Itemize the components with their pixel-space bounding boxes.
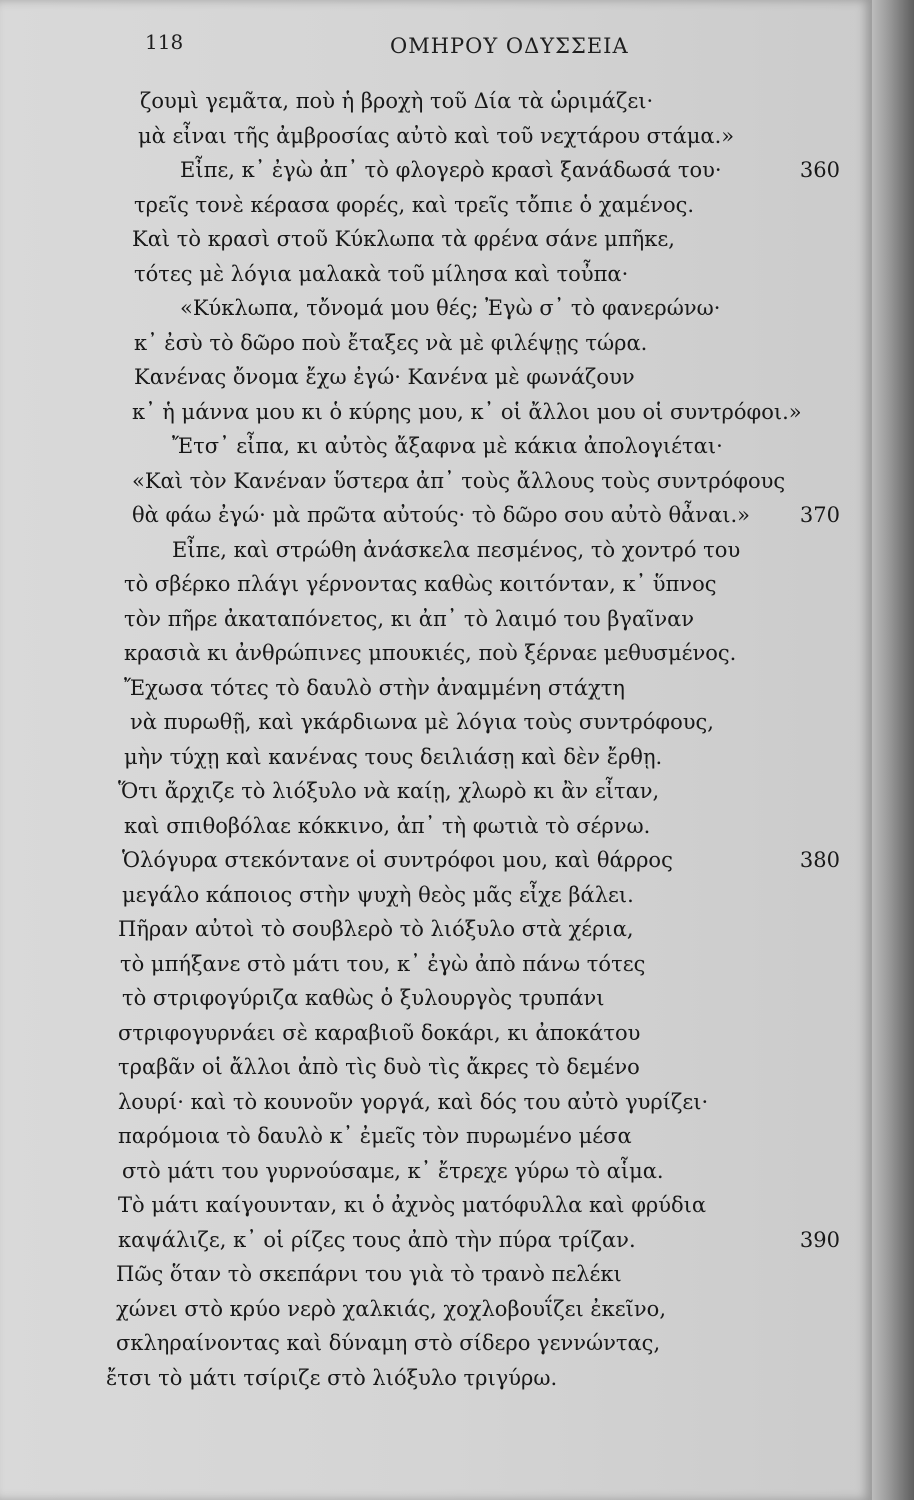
verse-line: [0, 1050, 872, 1085]
verse-line: [0, 809, 872, 844]
verse-line-text: τὸν πῆρε ἀκαταπόνετος, κι ἀπ᾽ τὸ λαιμό του βγαῖναν: [124, 606, 695, 631]
verse-line-text: ἔτσι τὸ μάτι τσίριζε στὸ λιόξυλο τριγύρω.: [106, 1365, 558, 1390]
verse-line: [0, 602, 872, 637]
verse-line-text: Κανένας ὄνομα ἔχω ἐγώ· Κανένα μὲ φωνάζουν: [134, 365, 635, 389]
verse-line: [0, 464, 872, 499]
verse-line: [0, 326, 872, 361]
verse-line-text: θὰ φάω ἐγώ· μὰ πρῶτα αὐτούς· τὸ δῶρο σου αὐτὸ θἆναι.»: [132, 503, 751, 527]
verse-line-text: στριφογυρνάει σὲ καραβιοῦ δοκάρι, κι ἀποκάτου: [118, 1020, 641, 1045]
line-number: 370: [799, 503, 840, 527]
verse-line: [0, 1016, 872, 1051]
verse-line: [0, 567, 872, 602]
verse-line-text: Εἶπε, κ᾽ ἐγὼ ἀπ᾽ τὸ φλογερὸ κρασὶ ξανάδωσά του·: [180, 158, 722, 182]
verse-line-text: μὰ εἶναι τῆς ἀμβροσίας αὐτὸ καὶ τοῦ νεχτάρου στάμα.»: [138, 123, 735, 148]
verse-line-text: Ὁλόγυρα στεκόντανε οἱ συντρόφοι μου, καὶ θάρρος: [122, 848, 673, 872]
verse-line: [0, 843, 872, 878]
verse-line: [0, 188, 872, 223]
verse-line: [0, 1119, 872, 1154]
verse-line-text: καὶ σπιθοβόλαε κόκκινο, ἀπ᾽ τὴ φωτιὰ τὸ σέρνω.: [124, 813, 651, 838]
verse-line: [0, 395, 872, 430]
verse-line: [0, 1361, 872, 1396]
verse-line: [0, 1223, 872, 1258]
verse-line-text: καψάλιζε, κ᾽ οἱ ρίζες τους ἀπὸ τὴν πύρα τρίζαν.: [118, 1227, 636, 1252]
verse-line: [0, 1292, 872, 1327]
verse-line: [0, 1257, 872, 1292]
verse-line-text: τὸ σβέρκο πλάγι γέρνοντας καθὼς κοιτόνταν, κ᾽ ὕπνος: [124, 572, 717, 596]
verse-line-text: Πῆραν αὐτοὶ τὸ σουβλερὸ τὸ λιόξυλο στὰ χέρια,: [118, 917, 634, 941]
verse-line: [0, 153, 872, 188]
verse-line: [0, 671, 872, 706]
verse-line: [0, 119, 872, 154]
verse-line: [0, 636, 872, 671]
verse-line-text: σκληραίνοντας καὶ δύναμη στὸ σίδερο γεννώντας,: [116, 1331, 661, 1355]
verse-line: [0, 740, 872, 775]
verse-line-text: τότες μὲ λόγια μαλακὰ τοῦ μίλησα καὶ τοὖπα·: [134, 261, 629, 286]
verse-line: [0, 1154, 872, 1189]
verse-line: [0, 360, 872, 395]
page-number: 118: [145, 30, 184, 54]
verse-line-text: Εἶπε, καὶ στρώθη ἀνάσκελα πεσμένος, τὸ χοντρό του: [172, 537, 741, 562]
verse-line: [0, 291, 872, 326]
verse-line-text: «Καὶ τὸν Κανέναν ὕστερα ἀπ᾽ τοὺς ἄλλους τοὺς συντρόφους: [132, 468, 786, 493]
verse-line-text: χώνει στὸ κρύο νερὸ χαλκιάς, χοχλοβουΐζει ἐκεῖνο,: [116, 1296, 666, 1321]
verse-line: [0, 429, 872, 464]
verse-line: [0, 912, 872, 947]
verse-line-text: τρεῖς τονὲ κέρασα φορές, καὶ τρεῖς τὄπιε ὁ χαμένος.: [134, 192, 695, 217]
verse-line: [0, 774, 872, 809]
verse-line-text: τὸ μπήξανε στὸ μάτι του, κ᾽ ἐγὼ ἀπὸ πάνω τότες: [120, 951, 646, 976]
verse-line: [0, 1085, 872, 1120]
verse-line-text: «Κύκλωπα, τὄνομά μου θές; Ἐγὼ σ᾽ τὸ φανερώνω·: [180, 296, 721, 320]
verse-text: [0, 84, 872, 1395]
verse-line-text: Ὅτι ἄρχιζε τὸ λιόξυλο νὰ καίῃ, χλωρὸ κι ἂν εἶταν,: [118, 779, 660, 803]
verse-line-text: Ἔτσ᾽ εἶπα, κι αὐτὸς ἄξαφνα μὲ κάκια ἀπολογιέται·: [172, 434, 723, 458]
verse-line: [0, 947, 872, 982]
verse-line-text: τὸ στριφογύριζα καθὼς ὁ ξυλουργὸς τρυπάνι: [122, 986, 605, 1010]
verse-line-text: μεγάλο κάποιος στὴν ψυχὴ θεὸς μᾶς εἶχε βάλει.: [122, 882, 634, 907]
page-edge: [872, 0, 914, 1500]
verse-line: [0, 878, 872, 913]
verse-line: [0, 981, 872, 1016]
verse-line-text: παρόμοια τὸ δαυλὸ κ᾽ ἐμεῖς τὸν πυρωμένο μέσα: [118, 1124, 632, 1148]
verse-line-text: Ἔχωσα τότες τὸ δαυλὸ στὴν ἀναμμένη στάχτη: [124, 675, 625, 700]
verse-line: [0, 84, 872, 119]
line-number: 380: [799, 848, 840, 872]
verse-line-text: Τὸ μάτι καίγουνταν, κι ὁ ἀχνὸς ματόφυλλα καὶ φρύδια: [118, 1193, 707, 1217]
line-number: 360: [799, 158, 840, 182]
verse-line-text: κ᾽ ἡ μάννα μου κι ὁ κύρης μου, κ᾽ οἱ ἄλλοι μου οἱ συντρόφοι.»: [132, 399, 802, 424]
verse-line-text: κ᾽ ἐσὺ τὸ δῶρο ποὺ ἔταξες νὰ μὲ φιλέψῃς τώρα.: [134, 330, 648, 355]
verse-line-text: κρασιὰ κι ἀνθρώπινες μπουκιές, ποὺ ξέρναε μεθυσμένος.: [124, 641, 737, 665]
verse-line-text: Πῶς ὅταν τὸ σκεπάρνι του γιὰ τὸ τρανὸ πελέκι: [116, 1262, 622, 1286]
verse-line-text: λουρί· καὶ τὸ κουνοῦν γοργά, καὶ δός του αὐτὸ γυρίζει·: [118, 1089, 709, 1114]
running-head-title: ΟΜΗΡΟΥ ΟΔΥΣΣΕΙΑ: [390, 34, 629, 58]
verse-line: [0, 1188, 872, 1223]
verse-line: [0, 222, 872, 257]
verse-line-text: Καὶ τὸ κρασὶ στοῦ Κύκλωπα τὰ φρένα σάνε μπῆκε,: [132, 227, 675, 251]
verse-line-text: μὴν τύχῃ καὶ κανένας τους δειλιάσῃ καὶ δὲν ἔρθῃ.: [124, 744, 663, 769]
verse-line-text: νὰ πυρωθῇ, καὶ γκάρδιωνα μὲ λόγια τοὺς συντρόφους,: [130, 710, 714, 734]
verse-line-text: ζουμὶ γεμᾶτα, ποὺ ἡ βροχὴ τοῦ Δία τὰ ὡριμάζει·: [140, 89, 654, 113]
line-number: 390: [799, 1227, 840, 1252]
verse-line: [0, 705, 872, 740]
verse-line-text: τραβᾶν οἱ ἄλλοι ἀπὸ τὶς δυὸ τὶς ἄκρες τὸ δεμένο: [118, 1055, 640, 1079]
verse-line-text: στὸ μάτι του γυρνούσαμε, κ᾽ ἔτρεχε γύρω τὸ αἷμα.: [122, 1158, 664, 1183]
verse-line: [0, 1326, 872, 1361]
verse-line: [0, 498, 872, 533]
verse-line: [0, 257, 872, 292]
verse-line: [0, 533, 872, 568]
